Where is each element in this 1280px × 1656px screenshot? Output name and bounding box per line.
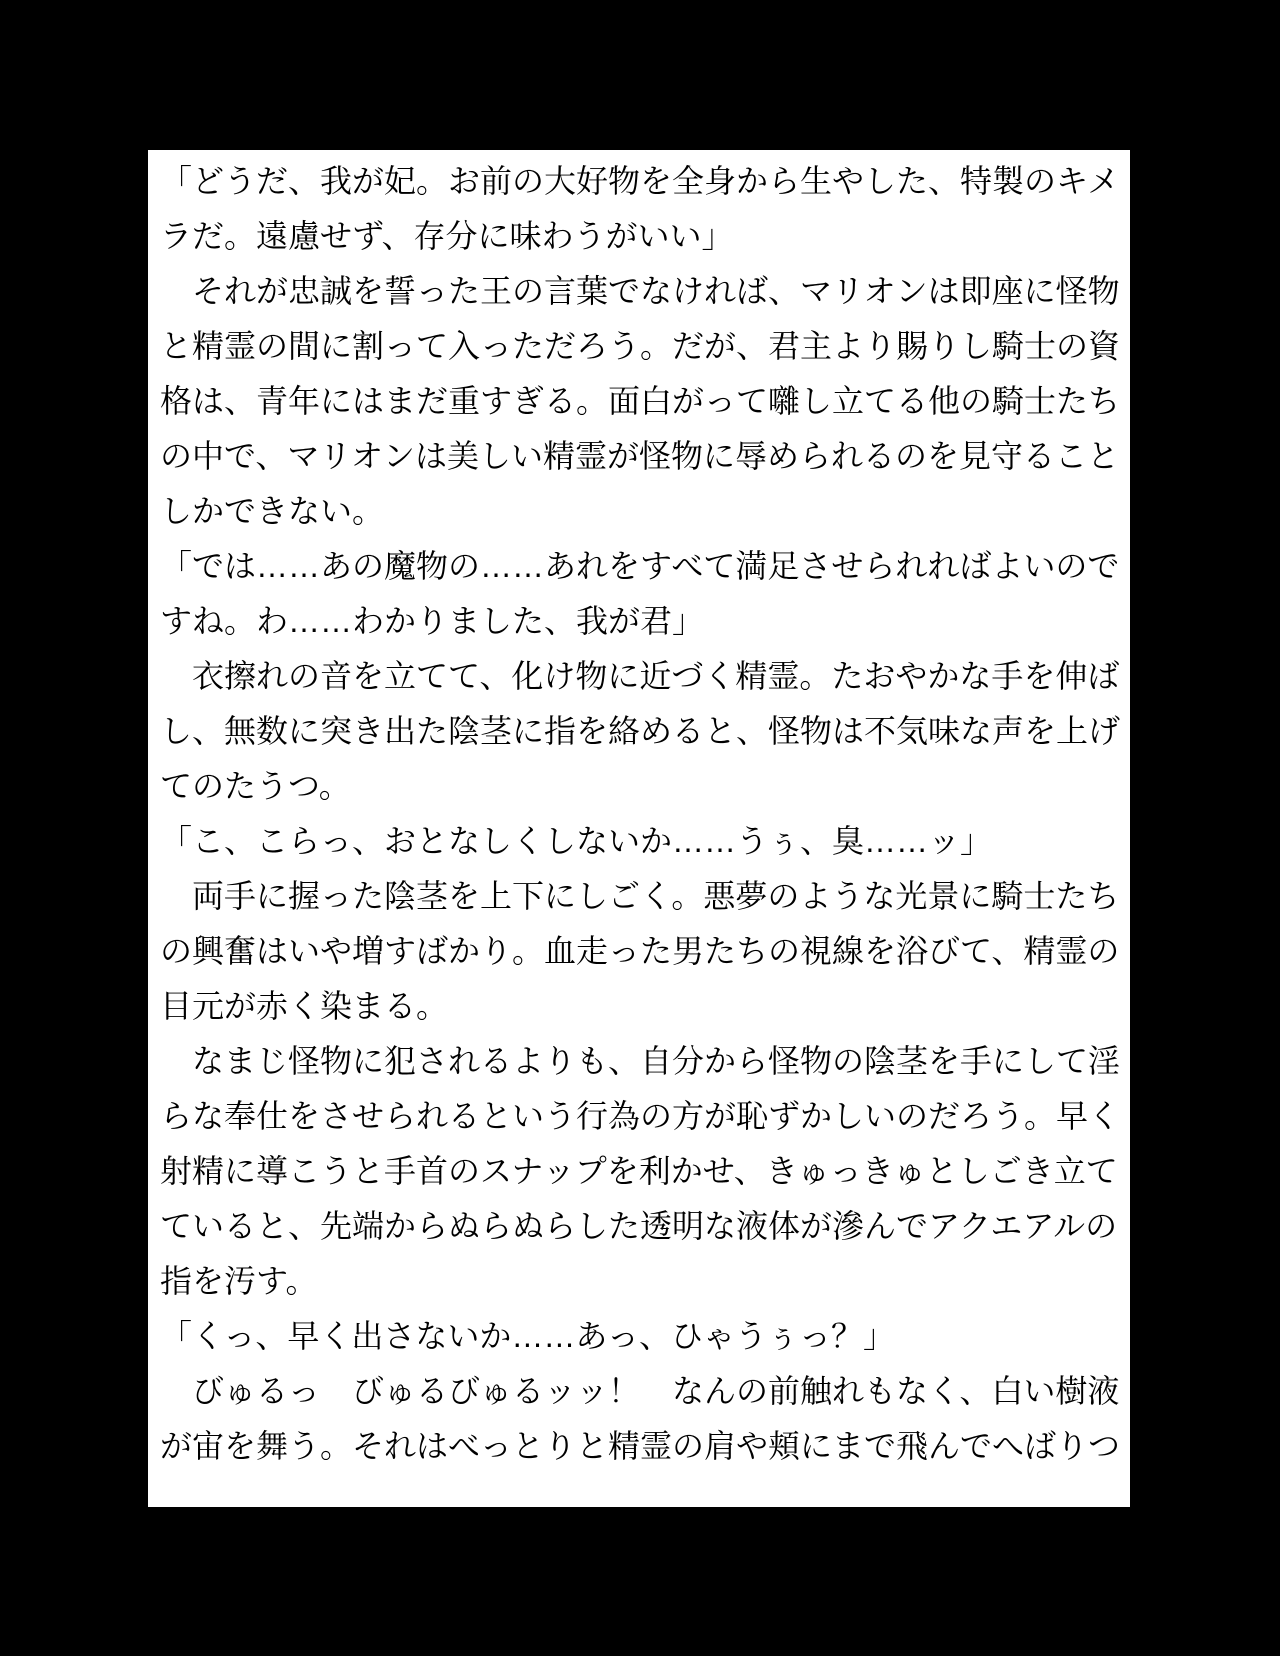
text-line: 格は、青年にはまだ重すぎる。面白がって囃し立てる他の騎士たち [160, 383, 1121, 419]
text-line: 「こ、こらっ、おとなしくしないか……うぅ、臭……ッ」 [160, 823, 993, 859]
text-line: 両手に握った陰茎を上下にしごく。悪夢のような光景に騎士たち [160, 878, 1120, 914]
text-line: と精霊の間に割って入っただろう。だが、君主より賜りし騎士の資 [160, 328, 1121, 364]
text-line: すね。わ……わかりました、我が君」 [160, 603, 705, 639]
text-line: 目元が赤く染まる。 [160, 988, 449, 1024]
text-line: びゅるっ びゅるびゅるッッ！ なんの前触れもなく、白い樹液 [160, 1373, 1120, 1409]
page-text [160, 154, 1122, 1474]
text-line: てのたうつ。 [160, 768, 351, 804]
text-line: が宙を舞う。それはべっとりと精霊の肩や頬にまで飛んでへばりつ [160, 1428, 1121, 1464]
text-line: 指を汚す。 [160, 1263, 318, 1299]
text-line: なまじ怪物に犯されるよりも、自分から怪物の陰茎を手にして淫 [160, 1043, 1121, 1079]
text-line: 射精に導こうと手首のスナップを利かせ、きゅっきゅとしごき立て [160, 1153, 1118, 1189]
text-line: ていると、先端からぬらぬらした透明な液体が滲んでアクエアルの [160, 1208, 1118, 1244]
text-line: 「では……あの魔物の……あれをすべて満足させられればよいので [160, 548, 1120, 584]
text-line: それが忠誠を誓った王の言葉でなければ、マリオンは即座に怪物 [160, 273, 1120, 309]
page [148, 150, 1130, 1507]
text-line: し、無数に突き出た陰茎に指を絡めると、怪物は不気味な声を上げ [160, 713, 1121, 749]
text-line: らな奉仕をさせられるという行為の方が恥ずかしいのだろう。早く [160, 1098, 1121, 1134]
text-line: の興奮はいや増すばかり。血走った男たちの視線を浴びて、精霊の [160, 933, 1120, 969]
text-line: ラだ。遠慮せず、存分に味わうがいい」 [160, 218, 734, 254]
text-line: 「くっ、早く出さないか……あっ、ひゃうぅっ？」 [160, 1318, 896, 1354]
text-line: の中で、マリオンは美しい精霊が怪物に辱められるのを見守ること [160, 438, 1120, 474]
text-line: しかできない。 [160, 493, 385, 529]
text-line: 衣擦れの音を立てて、化け物に近づく精霊。たおやかな手を伸ば [160, 658, 1120, 694]
text-line: 「どうだ、我が妃。お前の大好物を全身から生やした、特製のキメ [160, 163, 1120, 199]
